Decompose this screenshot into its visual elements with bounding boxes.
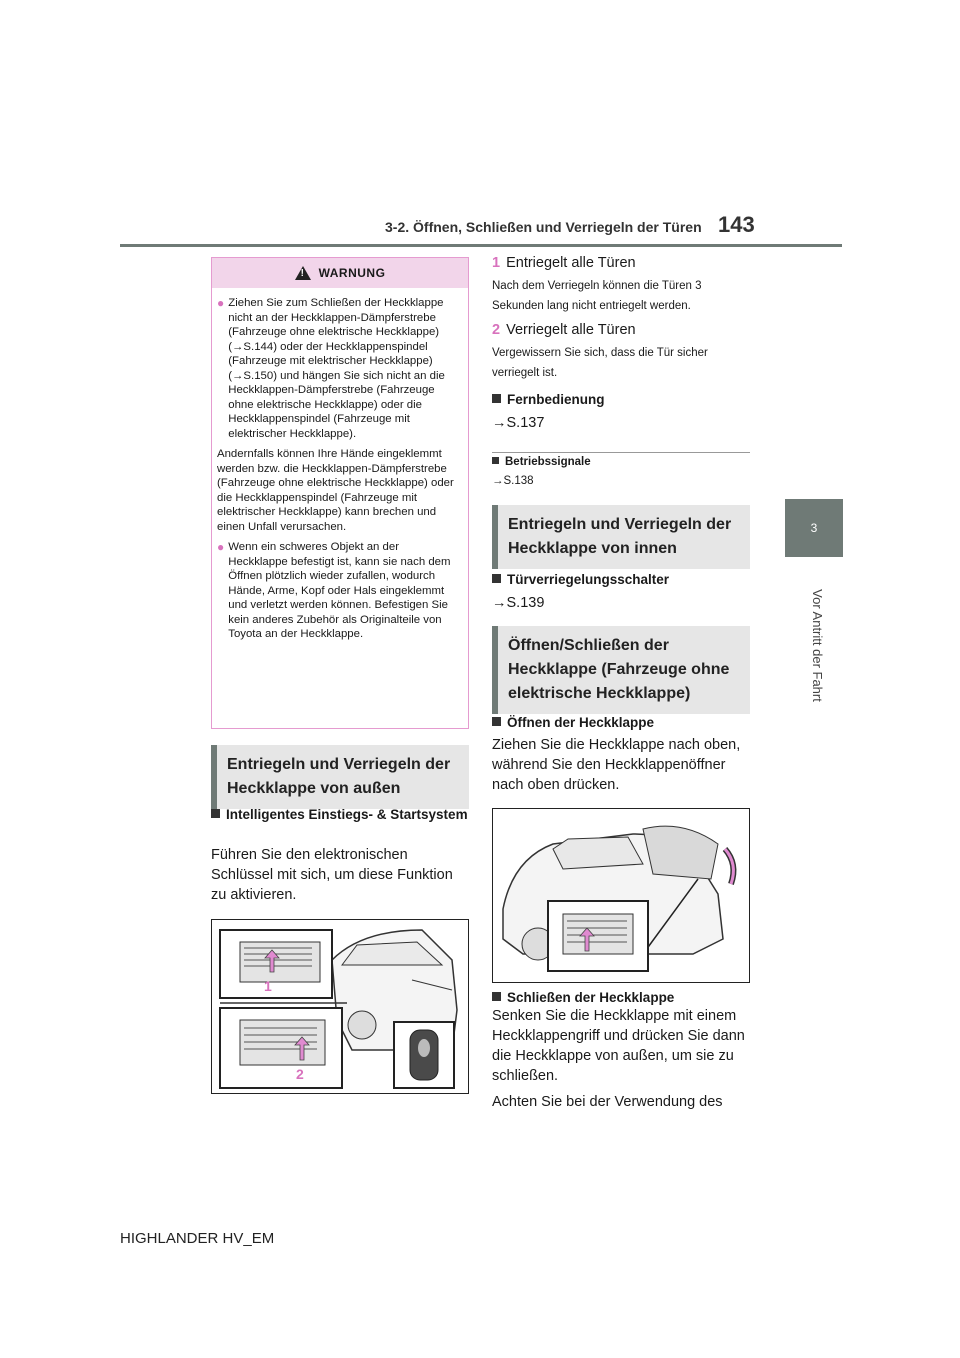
warning-paragraph: Andernfalls können Ihre Hände eingeklemmt werden bzw. die Heckklappen-Dämpferstrebe (Fahrzeuge ohne elektrische Heckklappe) oder die Heckklappenspindel (Fahrzeuge mit elektrischer Heckklappe) kann brechen und einen Unfall verursachen.	[217, 448, 454, 533]
bullet-icon: ●	[217, 296, 225, 310]
square-bullet-icon	[211, 809, 220, 818]
door-handle-illustration	[212, 920, 468, 1093]
item-heading-remote: Fernbedienung	[492, 390, 605, 409]
running-header: 3-2. Öffnen, Schließen und Verriegeln der Türen	[385, 219, 702, 235]
figure-label-1: 1	[264, 978, 272, 994]
header-rule	[120, 244, 842, 247]
footer-model: HIGHLANDER HV_EM	[120, 1230, 275, 1247]
square-bullet-icon	[492, 574, 501, 583]
divider	[492, 452, 750, 453]
item-text-smart-entry: Führen Sie den elektronischen Schlüssel mit sich, um diese Funktion zu aktivieren.	[211, 847, 453, 903]
item-heading-signals: Betriebssignale	[492, 456, 591, 468]
warning-bullet: ● Wenn ein schweres Objekt an der Heckklappe befestigt ist, kann sie nach dem Öffnen plötzlich wieder zufallen, wodurch Hände, Arme, Kopf oder Hals eingeklemmt und verletzt werden können. Befestigen Sie kein anderes Zubehör als Originalteile von Toyota an der Heckklappe.	[217, 540, 451, 640]
figure-tailgate-open	[492, 808, 750, 983]
square-bullet-icon	[492, 457, 499, 464]
step-2: 2 Verriegelt alle Türen	[492, 322, 636, 338]
item-heading-close: Schließen der Heckklappe	[492, 988, 674, 1007]
ref-lock-switch[interactable]: →S.139	[492, 595, 545, 611]
page-number: 143	[718, 212, 755, 237]
warning-title: WARNUNG	[318, 266, 386, 280]
continued-text: Achten Sie bei der Verwendung des	[492, 1094, 723, 1110]
warning-bullet: ● Ziehen Sie zum Schließen der Heckklappe nicht an der Heckklappen-Dämpferstrebe (Fahrzeuge ohne elektrische Heckklappe) (→S.144) oder der Heckklappenspindel (Fahrzeuge mit elektrischer Heckklappe) (→S.150) und hängen Sie sich nicht an die Heckklappen-Dämpferstrebe (Fahrzeuge ohne elektrische Heckklappe) oder die Heckklappenspindel (Fahrzeuge mit elektrischer Heckklappe).	[217, 296, 445, 440]
bullet-icon: ●	[217, 540, 225, 554]
step-2-note: Vergewissern Sie sich, dass die Tür sicher verriegelt ist.	[492, 347, 708, 379]
tailgate-illustration	[493, 809, 749, 982]
step-1: 1 Entriegelt alle Türen	[492, 255, 636, 271]
close-text: Senken Sie die Heckklappe mit einem Heckklappengriff und drücken Sie dann die Heckklappe von außen, um sie zu schließen.	[492, 1008, 745, 1084]
item-heading-smart-entry: Intelligentes Einstiegs- & Startsystem	[211, 805, 469, 824]
chapter-title-vertical: Vor Antritt der Fahrt	[809, 588, 825, 702]
item-heading-open: Öffnen der Heckklappe	[492, 713, 654, 732]
section-heading-inside: Entriegeln und Verriegeln der Heckklappe von innen	[492, 505, 750, 569]
warning-header	[212, 258, 468, 288]
ref-signals[interactable]: →S.138	[492, 475, 534, 487]
item-heading-lock-switch: Türverriegelungsschalter	[492, 570, 669, 589]
square-bullet-icon	[492, 717, 501, 726]
step-1-note: Nach dem Verriegeln können die Türen 3 Sekunden lang nicht entriegelt werden.	[492, 280, 702, 312]
section-heading-outside: Entriegeln und Verriegeln der Heckklappe von außen	[211, 745, 469, 809]
ref-remote[interactable]: →S.137	[492, 415, 545, 431]
figure-label-2: 2	[296, 1066, 304, 1082]
figure-door-handle	[211, 919, 469, 1094]
open-text: Ziehen Sie die Heckklappe nach oben, während Sie den Heckklappenöffner nach oben drücken.	[492, 737, 741, 793]
warning-box	[211, 257, 469, 729]
square-bullet-icon	[492, 394, 501, 403]
section-heading-open-close: Öffnen/Schließen der Heckklappe (Fahrzeuge ohne elektrische Heckklappe)	[492, 626, 750, 714]
square-bullet-icon	[492, 992, 501, 1001]
warning-icon	[295, 266, 311, 280]
chapter-tab: 3	[785, 499, 843, 557]
